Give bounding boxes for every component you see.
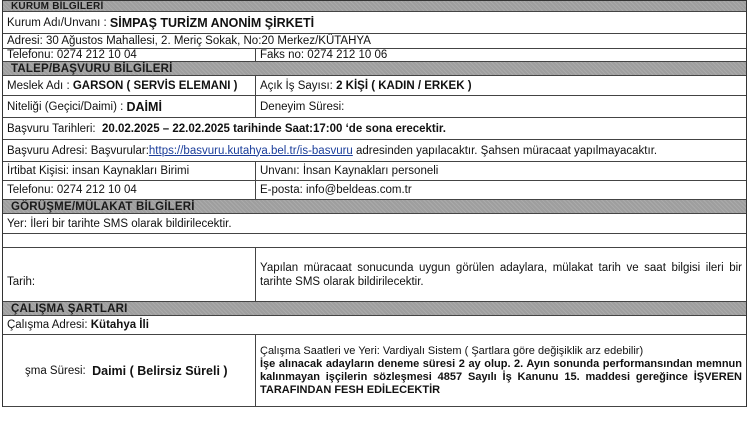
calisma-adres-row xyxy=(3,316,746,335)
kurum-address: Adresi: 30 Ağustos Mahallesi, 2. Meriç Sokak, No:20 Merkez/KÜTAHYA xyxy=(7,35,371,47)
nitelik-label: Niteliği (Geçici/Daimi) : xyxy=(7,100,124,113)
meslek-row xyxy=(3,76,746,96)
basvuru-tarih-cell xyxy=(3,118,746,139)
kurum-name-value: SİMPAŞ TURİZM ANONİM ŞİRKETİ xyxy=(109,15,315,30)
kurum-name-row xyxy=(3,12,746,34)
kurum-phone: Telefonu: 0274 212 10 04 xyxy=(7,49,137,61)
section-title: TALEP/BAŞVURU BİLGİLERİ xyxy=(11,62,173,75)
calisma-adres-label: Çalışma Adresi: xyxy=(7,319,88,331)
calisma-saat-line: Çalışma Saatleri ve Yeri: Vardiyalı Sistem ( Şartlara göre değişiklik arz edebilir) xyxy=(260,344,644,357)
irtibat-kisi: İrtibat Kişisi: insan Kaynakları Birimi xyxy=(7,165,190,177)
basvuru-adres-prefix: Başvuru Adresi: Başvurular: xyxy=(7,144,149,157)
basvuru-adres-suffix: adresinden yapılacaktır. Şahsen müracaat yapılmayacaktır. xyxy=(352,144,658,157)
kurum-address-row xyxy=(3,34,746,49)
gorusme-tarih-label: Tarih: xyxy=(7,275,36,288)
gorusme-tarih-value: Yapılan müracaat sonucunda uygun görülen adaylara, mülakat tarih ve saat bilgisi ileri bir tarihte SMS olarak bildirilecektir. xyxy=(255,248,746,301)
section-header-calisma xyxy=(3,302,746,316)
basvuru-adres-row xyxy=(3,140,746,162)
irtibat-row xyxy=(3,162,746,181)
talep-contact-row xyxy=(3,181,746,200)
section-title: GÖRÜŞME/MÜLAKAT BİLGİLERİ xyxy=(11,200,195,213)
section-header-gorusme xyxy=(3,200,746,214)
basvuru-tarih-value: 20.02.2025 – 22.02.2025 tarihinde Saat:17:00 ‘de sona erecektir. xyxy=(102,122,446,135)
kurum-name-cell xyxy=(3,12,746,33)
section-header-talep xyxy=(3,62,746,76)
nitelik-value: DAİMİ xyxy=(126,99,162,114)
deneyim-label: Deneyim Süresi: xyxy=(255,96,746,117)
gorusme-empty-row xyxy=(3,234,746,248)
empty-cell xyxy=(3,234,746,247)
gorusme-yer-row xyxy=(3,214,746,234)
calisma-sure-value: Daimi ( Belirsiz Süreli ) xyxy=(92,363,228,378)
meslek-label: Meslek Adı : xyxy=(7,79,70,92)
section-header-kurum xyxy=(3,1,746,12)
kurum-contact-row xyxy=(3,49,746,62)
acik-is-cell xyxy=(255,76,746,95)
talep-phone: Telefonu: 0274 212 10 04 xyxy=(7,184,137,196)
section-title: KURUM BİLGİLERİ xyxy=(11,1,104,11)
basvuru-link[interactable]: https://basvuru.kutahya.bel.tr/is-basvuru xyxy=(148,144,353,157)
talep-email: E-posta: info@beldeas.com.tr xyxy=(255,181,746,199)
calisma-adres-value: Kütahya İli xyxy=(90,319,149,331)
basvuru-adres-cell xyxy=(3,140,746,161)
deneme-suresi-text: İşe alınacak adayların deneme süresi 2 ay olup. 2. Ayın sonunda performansından memnun kalınmayan işçilerin sözleşmesi 4857 Sayılı İş Kanunu 15. maddesi gereğince İŞVEREN TARAFINDAN FESH EDİLECEKTİR xyxy=(260,357,742,396)
gorusme-tarih-row xyxy=(3,248,746,302)
kurum-name-label: Kurum Adı/Unvanı : xyxy=(7,16,107,29)
calisma-adres-cell xyxy=(3,316,746,334)
acik-is-value: 2 KİŞİ ( KADIN / ERKEK ) xyxy=(336,79,472,92)
basvuru-tarih-label: Başvuru Tarihleri: xyxy=(7,122,96,135)
nitelik-cell xyxy=(3,96,255,117)
nitelik-row xyxy=(3,96,746,118)
calisma-sure-label: şma Süresi: xyxy=(25,364,86,377)
meslek-value: GARSON ( SERVİS ELEMANI ) xyxy=(72,79,238,92)
calisma-sure-row xyxy=(3,335,746,407)
meslek-cell xyxy=(3,76,255,95)
calisma-detay-cell xyxy=(255,335,746,406)
acik-is-label: Açık İş Sayısı: xyxy=(260,79,333,92)
section-title: ÇALIŞMA ŞARTLARI xyxy=(11,302,128,315)
basvuru-tarih-row xyxy=(3,118,746,140)
calisma-sure-cell xyxy=(3,335,255,406)
job-posting-form xyxy=(2,0,747,407)
gorusme-yer: Yer: İleri bir tarihte SMS olarak bildirilecektir. xyxy=(7,217,232,230)
kurum-fax: Faks no: 0274 212 10 06 xyxy=(255,49,746,61)
irtibat-unvan: Unvanı: İnsan Kaynakları personeli xyxy=(255,162,746,180)
